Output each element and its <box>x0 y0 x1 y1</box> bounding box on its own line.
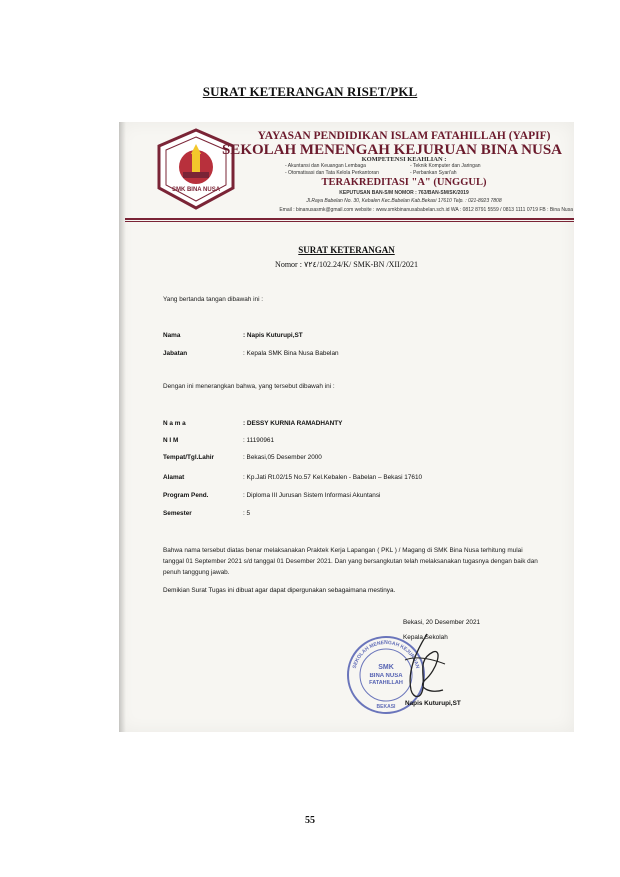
stamp-line: BEKASI <box>376 704 396 710</box>
field-value: : 11190961 <box>243 437 275 444</box>
letterhead-divider-thin <box>125 221 574 222</box>
field-value: : Napis Kuturupi,ST <box>243 332 303 339</box>
field-label: N a m a <box>163 420 186 427</box>
school-name: SEKOLAH MENENGAH KEJURUAN BINA NUSA <box>221 142 563 158</box>
field-label: Alamat <box>163 474 185 481</box>
page-number: 55 <box>305 815 315 826</box>
field-label: Semester <box>163 510 192 517</box>
field-value: : 5 <box>243 510 251 517</box>
decree-number: KEPUTUSAN BAN-S/M NOMOR : 763/BAN-SM/SK/2019 <box>339 190 469 196</box>
letter-title: SURAT KETERANGAN <box>298 245 395 255</box>
signature <box>387 630 457 702</box>
scanned-letter <box>119 122 574 732</box>
field-label: N I M <box>163 437 179 444</box>
intro-text-2: Dengan ini menerangkan bahwa, yang tersebut dibawah ini : <box>163 383 335 390</box>
statement-paragraph: Bahwa nama tersebut diatas benar melaksanakan Praktek Kerja Lapangan ( PKL ) / Magang di SMK Bina Nusa terhitung mulai tanggal 01 September 2021 s/d tanggal 01 Desember 2021. Dan yang bersangkutan telah melaksanakan tugasnya dengan baik dan penuh tanggung jawab. <box>163 547 538 576</box>
field-label: Nama <box>163 332 181 339</box>
closing-text: Demikian Surat Tugas ini dibuat agar dapat dipergunakan sebagaimana mestinya. <box>163 587 396 594</box>
stamp-line: FATAHILLAH <box>369 680 403 686</box>
stamp-arc-text: SEKOLAH MENENGAH KEJURUAN <box>351 639 421 670</box>
logo-text: SMK BINA NUSA <box>171 187 221 193</box>
competency-item: - Teknik Komputer dan Jaringan <box>410 163 481 169</box>
school-logo <box>155 128 237 210</box>
competency-list-right <box>410 163 481 177</box>
sign-role: Kepala Sekolah <box>403 634 448 641</box>
stamp-line: SMK <box>378 664 394 671</box>
field-value: : DESSY KURNIA RAMADHANTY <box>243 420 343 427</box>
school-address: Jl.Raya Babelan No. 30, Kebalen Kec.Babelan Kab.Bekasi 17610 Telp. : 021-8923 7808 <box>306 198 502 204</box>
foundation-name: YAYASAN PENDIDIKAN ISLAM FATAHILLAH (YAPIF) <box>257 130 551 142</box>
field-value: : Kepala SMK Bina Nusa Babelan <box>243 350 339 357</box>
school-contact: Email : binanusasmk@gmail.com website : www.smkbinanusababelan.sch.id WA : 0812 8791 5559 / 0813 1111 0719 FB : Bina Nusa <box>279 207 573 213</box>
intro-text: Yang bertanda tangan dibawah ini : <box>163 296 264 303</box>
page-heading: SURAT KETERANGAN RISET/PKL <box>202 84 418 99</box>
sign-name: Napis Kuturupi,ST <box>405 700 461 707</box>
field-value: : Bekasi,05 Desember 2000 <box>243 454 322 461</box>
stamp-line: BINA NUSA <box>369 673 403 679</box>
letterhead-divider <box>125 218 574 220</box>
letter-number: Nomor : ٧٢٤/102.24/K/ SMK-BN /XII/2021 <box>275 260 418 269</box>
competency-item: - Akuntansi dan Keuangan Lembaga <box>285 163 366 169</box>
competency-item: - Perbankan Syari'ah <box>410 170 457 176</box>
field-label: Program Pend. <box>163 492 209 499</box>
competency-item: - Otomatisasi dan Tata Kelola Perkantoran <box>285 170 379 176</box>
accreditation: TERAKREDITASI "A" (UNGGUL) <box>321 177 487 188</box>
field-label: Jabatan <box>163 350 188 357</box>
competency-title: KOMPETENSI KEAHLIAN : <box>361 156 447 163</box>
competency-list-left <box>285 163 379 177</box>
field-label: Tempat/Tgl.Lahir <box>163 454 215 461</box>
field-value: : Kp.Jati Rt.02/15 No.57 Kel.Kebalen - Babelan – Bekasi 17610 <box>243 474 423 481</box>
scan-edge-shadow <box>119 122 126 732</box>
field-value: : Diploma III Jurusan Sistem Informasi Akuntansi <box>243 492 381 499</box>
sign-place-date: Bekasi, 20 Desember 2021 <box>403 619 481 626</box>
